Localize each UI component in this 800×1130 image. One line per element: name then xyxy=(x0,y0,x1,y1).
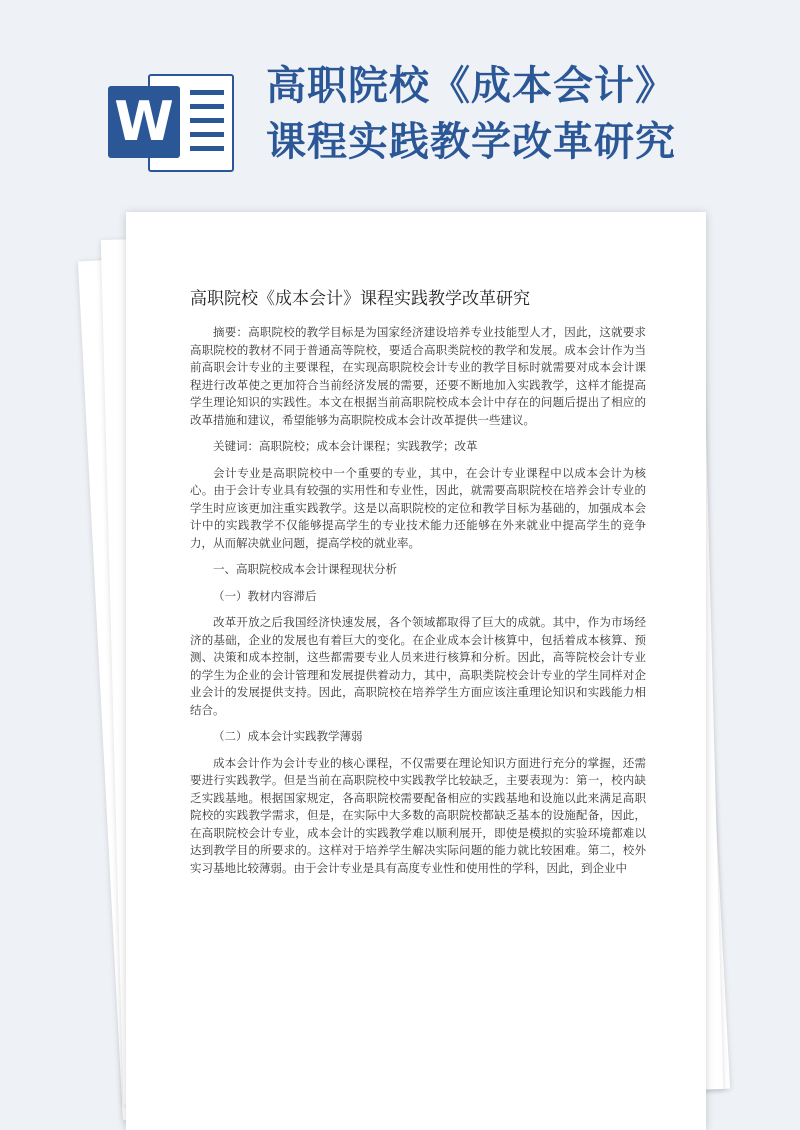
paragraph: 关键词：高职院校；成本会计课程；实践教学；改革 xyxy=(213,439,478,453)
paragraph: 摘要：高职院校的教学目标是为国家经济建设培养专业技能型人才，因此，这就要求高职院校的教材不同于普通高等院校，要适合高职类院校的教学和发展。成本会计作为当前高职会计专业的主要课程，在实现高职院校会计专业的教学目标时就需要对成本会计课程进行改革使之更加符合当前经济发展的需要，还要不断地加入实践教学，这样才能提高学生理论知识的实践性。本文在根据当前高职院校成本会计中存在的问题后提出了相应的改革措施和建议，希望能够为高职院校成本会计改革提供一些建议。 xyxy=(190,325,646,427)
banner xyxy=(0,0,800,200)
section-heading: （二）成本会计实践教学薄弱 xyxy=(213,729,363,743)
word-document-icon xyxy=(108,66,236,176)
banner-title-line-1: 高职院校《成本会计》 xyxy=(266,63,676,109)
document-body xyxy=(190,324,646,886)
word-logo-letter: W xyxy=(108,86,180,158)
document-title: 高职院校《成本会计》课程实践教学改革研究 xyxy=(190,289,530,309)
paragraph: 会计专业是高职院校中一个重要的专业，其中，在会计专业课程中以成本会计为核心。由于会计专业具有较强的实用性和专业性，因此，就需要高职院校在培养会计专业的学生时应该更加注重实践教学。这是以高职院校的定位和教学目标为基础的，加强成本会计中的实践教学不仅能够提高学生的专业技术能力还能够在外来就业中提高学生的竞争力，从而解决就业问题，提高学校的就业率。 xyxy=(190,465,646,550)
section-heading: 一、高职院校成本会计课程现状分析 xyxy=(213,562,397,576)
banner-title xyxy=(266,58,786,170)
section-heading: （一）教材内容滞后 xyxy=(213,588,317,603)
document-page xyxy=(126,212,706,1130)
paragraph: 成本会计作为会计专业的核心课程，不仅需要在理论知识方面进行充分的掌握，还需要进行实践教学。但是当前在高职院校中实践教学比较缺乏，主要表现为：第一，校内缺乏实践基地。根据国家规定，各高职院校需要配备相应的实践基地和设施以此来满足高职院校的实践教学需求，但是，在实际中大多数的高职院校都缺乏基本的设施配备，因此，在高职院校会计专业，成本会计的实践教学难以顺利展开，即使是模拟的实验环境都难以达到教学目的所要求的。这样对于培养学生解决实际问题的能力就比较困难。第二，校外实习基地比较薄弱。由于会计专业是具有高度专业性和使用性的学科，因此，到企业中 xyxy=(190,755,646,875)
banner-title-line-2: 课程实践教学改革研究 xyxy=(266,119,676,165)
paragraph: 改革开放之后我国经济快速发展，各个领域都取得了巨大的成就。其中，作为市场经济的基础，企业的发展也有着巨大的变化。在企业成本会计核算中，包括着成本核算、预测、决策和成本控制，这些都需要专业人员来进行核算和分析。因此，高等院校会计专业的学生为企业的会计管理和发展提供着动力，其中，高职类院校会计专业的学生同样对企业会计的发展提供支持。因此，高职院校在培养学生方面应该注重理论知识和实践能力相结合。 xyxy=(190,615,646,717)
